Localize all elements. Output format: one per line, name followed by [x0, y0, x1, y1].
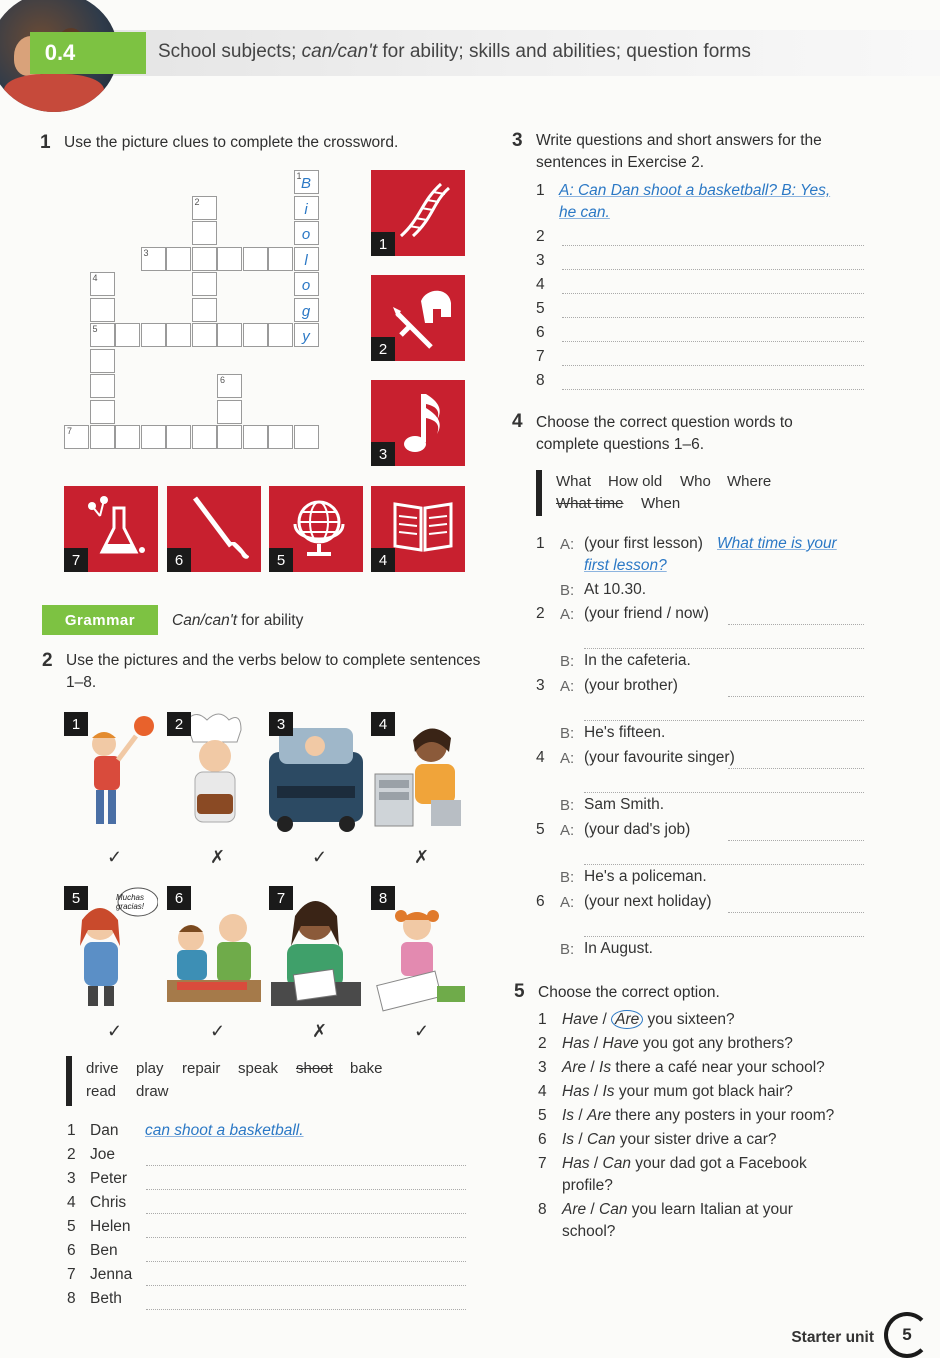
sentence-name: Ben — [90, 1242, 118, 1259]
tile-number: 7 — [64, 548, 88, 572]
ex4-item-number: 3 — [536, 677, 545, 694]
ex5-instruction: Choose the correct option. — [538, 984, 720, 1001]
crossword-cell[interactable] — [243, 247, 268, 271]
option-2[interactable]: Can — [599, 1201, 628, 1218]
ex3-example-line1[interactable]: A: Can Dan shoot a basketball? B: Yes, — [559, 182, 831, 199]
verb-read: read — [86, 1083, 117, 1100]
ex5-item-number: 7 — [538, 1155, 547, 1172]
answer-line[interactable] — [146, 1212, 466, 1214]
ex5-item-number: 6 — [538, 1131, 547, 1148]
picture-number: 1 — [64, 712, 88, 736]
verb-repair: repair — [182, 1060, 221, 1077]
crossword-cell[interactable] — [90, 298, 115, 322]
ex5-item-number: 1 — [538, 1011, 547, 1028]
answer-line[interactable] — [728, 911, 864, 913]
ex4-response: Sam Smith. — [584, 796, 665, 813]
ex5-question: Are / Can you learn Italian at your — [562, 1201, 793, 1218]
sentence-name: Dan — [90, 1122, 119, 1139]
speaker-a: A: — [560, 750, 575, 767]
tile-number: 3 — [371, 442, 395, 466]
ex4-prompt: (your dad's job) — [584, 821, 691, 838]
ex4-item-number: 1 — [536, 535, 545, 552]
option-2[interactable]: Are — [586, 1107, 612, 1124]
cross-icon: ✗ — [312, 1021, 328, 1041]
crossword-cell[interactable] — [294, 196, 319, 220]
crossword-cell[interactable] — [192, 221, 217, 245]
crossword-cell[interactable] — [141, 323, 166, 347]
paintbrush-icon — [187, 494, 251, 564]
answer-line[interactable] — [146, 1284, 466, 1286]
option-2[interactable]: Is — [599, 1059, 612, 1076]
ex4-response: He's a policeman. — [584, 868, 707, 885]
option-2[interactable]: Can — [586, 1131, 616, 1148]
book-icon — [391, 494, 455, 558]
crossword-cell[interactable] — [294, 247, 319, 271]
answer-letter: g — [301, 302, 311, 320]
answer-line[interactable] — [562, 340, 864, 342]
clue-number: 6 — [220, 375, 226, 385]
answer-line[interactable] — [728, 623, 864, 625]
crossword-cell[interactable] — [294, 170, 319, 194]
ex3-example-number: 1 — [536, 182, 545, 199]
answer-line[interactable] — [146, 1164, 466, 1166]
answer-line[interactable] — [562, 244, 864, 246]
crossword-cell[interactable] — [90, 425, 115, 449]
crossword-cell[interactable] — [294, 323, 319, 347]
crossword-cell[interactable] — [294, 425, 319, 449]
crossword-cell[interactable] — [217, 323, 242, 347]
pic-joe-bake — [167, 712, 261, 838]
ex3-item-number: 3 — [536, 252, 545, 269]
answer-letter: y — [302, 328, 310, 345]
option-1[interactable]: Has — [562, 1155, 590, 1172]
picture-number: 5 — [64, 886, 88, 910]
wordbox-bar — [66, 1056, 72, 1106]
option-1[interactable]: Have — [562, 1011, 599, 1028]
crossword-cell[interactable] — [192, 323, 217, 347]
ex1-number: 1 — [40, 132, 51, 153]
sentence-name: Peter — [90, 1170, 128, 1187]
ex4-instruction-l2: complete questions 1–6. — [536, 436, 705, 453]
verb-speak: speak — [238, 1060, 279, 1077]
cross-icon: ✗ — [210, 847, 226, 867]
clue-tile-art — [167, 486, 261, 572]
ex4-item-number: 5 — [536, 821, 545, 838]
tile-number: 6 — [167, 548, 191, 572]
crossword-cell[interactable] — [192, 196, 217, 220]
pic-chris-repair — [371, 712, 465, 838]
speaker-a: A: — [560, 536, 575, 553]
grammar-tag: Grammar — [42, 605, 158, 635]
pic-dan-basketball — [64, 712, 158, 838]
tick-icon: ✓ — [107, 847, 123, 867]
answer-line[interactable] — [584, 791, 864, 793]
verb-bake: bake — [350, 1060, 383, 1077]
answer-line[interactable] — [562, 292, 864, 294]
crossword-cell[interactable] — [294, 221, 319, 245]
crossword-cell[interactable] — [217, 374, 242, 398]
answer-letter: o — [301, 226, 311, 243]
ex4-instruction-l1: Choose the correct question words to — [536, 414, 793, 431]
ex3-instruction-l2: sentences in Exercise 2. — [536, 154, 705, 171]
cross-icon: ✗ — [414, 847, 430, 867]
header-accent — [88, 32, 146, 74]
tile-number: 1 — [371, 232, 395, 256]
answer-letter: o — [301, 277, 311, 294]
clue-tile-science — [64, 486, 158, 572]
crossword-cell[interactable] — [90, 374, 115, 398]
sentence-name: Beth — [90, 1290, 122, 1307]
page-title: School subjects; can/can't for ability; skills and abilities; question forms — [158, 41, 751, 62]
crossword-cell[interactable] — [294, 272, 319, 296]
tick-icon: ✓ — [210, 1021, 226, 1041]
ex4-response: He's fifteen. — [584, 724, 666, 741]
ex4-item-number: 4 — [536, 749, 545, 766]
crossword-cell[interactable] — [243, 425, 268, 449]
option-2[interactable]: Have — [602, 1035, 639, 1052]
crossword-cell[interactable] — [294, 298, 319, 322]
sentence-number: 4 — [67, 1194, 76, 1211]
picture-number: 2 — [167, 712, 191, 736]
ex4-prompt: (your friend / now) — [584, 605, 709, 622]
speaker-b: B: — [560, 582, 575, 599]
ex5-question: Has / Have you got any brothers? — [562, 1035, 793, 1052]
option-2[interactable]: Is — [602, 1083, 615, 1100]
crossword-cell[interactable] — [268, 323, 293, 347]
qword: How old — [608, 473, 663, 490]
sentence-name: Chris — [90, 1194, 127, 1211]
speaker-a: A: — [560, 894, 575, 911]
ex5-item-number: 5 — [538, 1107, 547, 1124]
ex4-answer-line2[interactable]: first lesson? — [584, 557, 667, 574]
speaker-a: A: — [560, 822, 575, 839]
sentence-number: 7 — [67, 1266, 76, 1283]
qword: Where — [727, 473, 772, 490]
crossword-cell[interactable] — [90, 349, 115, 373]
ex3-item-number: 4 — [536, 276, 545, 293]
tile-number: 4 — [371, 548, 395, 572]
ex4-prompt: (your favourite singer) — [584, 749, 735, 766]
tile-number: 5 — [269, 548, 293, 572]
crossword-cell[interactable] — [141, 247, 166, 271]
ex5-number: 5 — [514, 981, 525, 1002]
pic-jenna-read — [269, 886, 363, 1012]
answer-line[interactable] — [728, 767, 864, 769]
answer-line[interactable] — [146, 1188, 466, 1190]
answer-line[interactable] — [728, 839, 864, 841]
clue-number: 7 — [67, 426, 73, 436]
verb-play: play — [136, 1060, 164, 1077]
answer-line[interactable] — [562, 388, 864, 390]
crossword-cell[interactable] — [268, 425, 293, 449]
clue-number: 2 — [194, 196, 200, 207]
qword: Who — [680, 473, 711, 490]
sentence-number: 3 — [67, 1170, 76, 1187]
answer-letter: B — [300, 175, 311, 192]
answer-line[interactable] — [584, 863, 864, 865]
tick-icon: ✓ — [312, 847, 328, 867]
picture-number: 4 — [371, 712, 395, 736]
sentence-number: 6 — [67, 1242, 76, 1259]
crossword-cell[interactable] — [217, 400, 242, 424]
ex5-item-number: 2 — [538, 1035, 547, 1052]
tick-icon: ✓ — [414, 1021, 430, 1041]
ex3-instruction-l1: Write questions and short answers for the — [536, 132, 822, 149]
ex3-number: 3 — [512, 130, 523, 151]
music-note-icon — [391, 388, 451, 458]
option-1[interactable]: Is — [562, 1107, 575, 1124]
crossword-cell[interactable] — [64, 425, 89, 449]
clue-tile-english — [371, 486, 465, 572]
crossword-cell[interactable] — [192, 247, 217, 271]
sentence-number: 1 — [67, 1122, 76, 1139]
ex4-item-number: 6 — [536, 893, 545, 910]
verb-draw: draw — [136, 1083, 169, 1100]
answer-line[interactable] — [562, 316, 864, 318]
ex5-question: Has / Can your dad got a Facebook — [562, 1155, 807, 1172]
ex4-response: At 10.30. — [584, 581, 647, 598]
sentence-name: Joe — [90, 1146, 115, 1163]
picture-number: 6 — [167, 886, 191, 910]
crossword-cell[interactable] — [90, 323, 115, 347]
ex5-item-number: 8 — [538, 1201, 547, 1218]
verb-drive: drive — [86, 1060, 119, 1077]
ex1-instruction: Use the picture clues to complete the crossword. — [64, 134, 399, 151]
crossword-cell[interactable] — [268, 247, 293, 271]
ex3-item-number: 7 — [536, 348, 545, 365]
ex5-question: Has / Is your mum got black hair? — [562, 1083, 793, 1100]
sentence-number: 8 — [67, 1290, 76, 1307]
clue-number: 3 — [143, 247, 149, 258]
sentence-name: Helen — [90, 1218, 131, 1235]
helmet-sword-icon — [391, 283, 455, 353]
answer-line[interactable] — [584, 647, 864, 649]
pic-beth-draw — [371, 886, 465, 1012]
ex3-item-number: 2 — [536, 228, 545, 245]
answer-line[interactable] — [146, 1236, 466, 1238]
clue-tile-biology — [371, 170, 465, 256]
grammar-title: Can/can't for ability — [172, 612, 304, 629]
clue-number: 4 — [92, 273, 98, 283]
ex2-number: 2 — [42, 650, 53, 671]
globe-icon — [289, 494, 349, 564]
answer-line[interactable] — [728, 695, 864, 697]
sentence-answer[interactable]: can shoot a basketball. — [145, 1122, 304, 1139]
ex5-question: Are / Is there a café near your school? — [562, 1059, 825, 1076]
qword: What time — [556, 495, 624, 512]
ex4-response: In August. — [584, 940, 653, 957]
sentence-number: 5 — [67, 1218, 76, 1235]
ex5-question: Is / Are there any posters in your room? — [562, 1107, 835, 1124]
crossword-cell[interactable] — [243, 323, 268, 347]
crossword-cell[interactable] — [115, 425, 140, 449]
ex5-item-number: 3 — [538, 1059, 547, 1076]
crossword-cell[interactable] — [166, 425, 191, 449]
answer-letter: i — [304, 200, 308, 218]
ex3-item-number: 8 — [536, 372, 545, 389]
option-1[interactable]: Has — [562, 1083, 590, 1100]
ex5-question: Have / Are you sixteen? — [562, 1011, 735, 1028]
clue-tile-geography — [269, 486, 363, 572]
crossword-cell[interactable] — [217, 425, 242, 449]
ex4-answer-line1[interactable]: What time is your — [717, 535, 837, 552]
crossword-cell[interactable] — [166, 247, 191, 271]
picture-number: 8 — [371, 886, 395, 910]
crossword-cell[interactable] — [90, 400, 115, 424]
sentence-name: Jenna — [90, 1266, 133, 1283]
speaker-a: A: — [560, 606, 575, 623]
ex5-item-number: 4 — [538, 1083, 547, 1100]
qword: What — [556, 473, 592, 490]
page-number: 5 — [884, 1312, 930, 1358]
ex4-prompt: (your brother) — [584, 677, 678, 694]
crossword-cell[interactable] — [192, 425, 217, 449]
verb-shoot: shoot — [296, 1060, 333, 1077]
answer-line[interactable] — [146, 1260, 466, 1262]
crossword-cell[interactable] — [166, 323, 191, 347]
unit-badge: 0.4 — [30, 32, 90, 74]
dna-icon — [391, 178, 451, 242]
crossword-cell[interactable] — [90, 272, 115, 296]
crossword-cell[interactable] — [217, 247, 242, 271]
ex5-question-cont: school? — [562, 1223, 616, 1240]
option-1[interactable]: Has — [562, 1035, 590, 1052]
ex4-prompt: (your first lesson) — [584, 535, 703, 552]
speech-bubble-text: Muchas gracias! — [115, 893, 144, 911]
clue-tile-history — [371, 275, 465, 361]
speaker-b: B: — [560, 941, 575, 958]
speaker-a: A: — [560, 678, 575, 695]
option-1[interactable]: Are — [562, 1201, 587, 1218]
clue-number: 5 — [92, 324, 98, 334]
answer-line[interactable] — [562, 364, 864, 366]
answer-line[interactable] — [562, 268, 864, 270]
answer-line[interactable] — [584, 719, 864, 721]
crossword-cell[interactable] — [141, 425, 166, 449]
speaker-b: B: — [560, 797, 575, 814]
answer-line[interactable] — [584, 935, 864, 937]
ex2-instruction: Use the pictures and the verbs below to complete sentences 1–8. — [66, 652, 481, 691]
ex4-prompt: (your next holiday) — [584, 893, 712, 910]
picture-number: 7 — [269, 886, 293, 910]
ex3-item-number: 6 — [536, 324, 545, 341]
tile-number: 2 — [371, 337, 395, 361]
qword: When — [641, 495, 681, 512]
tick-icon: ✓ — [107, 1021, 123, 1041]
crossword-cell[interactable] — [192, 298, 217, 322]
pic-ben-play — [167, 886, 261, 1012]
picture-number: 3 — [269, 712, 293, 736]
flask-icon — [84, 494, 148, 564]
ex4-response: In the cafeteria. — [584, 652, 691, 669]
ex4-number: 4 — [512, 411, 523, 432]
ex4-item-number: 2 — [536, 605, 545, 622]
speaker-b: B: — [560, 725, 575, 742]
answer-line[interactable] — [146, 1308, 466, 1310]
option-2[interactable]: Can — [602, 1155, 631, 1172]
ex4-wordbox-bar — [536, 470, 542, 516]
ex5-question-cont: profile? — [562, 1177, 613, 1194]
footer-unit: Starter unit — [791, 1329, 874, 1346]
option-2[interactable]: Are — [611, 1010, 643, 1029]
pic-peter-drive — [269, 712, 363, 838]
speaker-b: B: — [560, 653, 575, 670]
clue-tile-music — [371, 380, 465, 466]
option-1[interactable]: Is — [562, 1131, 575, 1148]
sentence-number: 2 — [67, 1146, 76, 1163]
crossword-cell[interactable] — [115, 323, 140, 347]
ex5-question: Is / Can your sister drive a car? — [562, 1131, 777, 1148]
clue-number: 1 — [296, 171, 302, 181]
answer-letter: l — [304, 251, 308, 269]
crossword-cell[interactable] — [192, 272, 217, 296]
speaker-b: B: — [560, 869, 575, 886]
option-1[interactable]: Are — [562, 1059, 587, 1076]
ex3-item-number: 5 — [536, 300, 545, 317]
ex3-example-line2[interactable]: he can. — [559, 204, 610, 221]
